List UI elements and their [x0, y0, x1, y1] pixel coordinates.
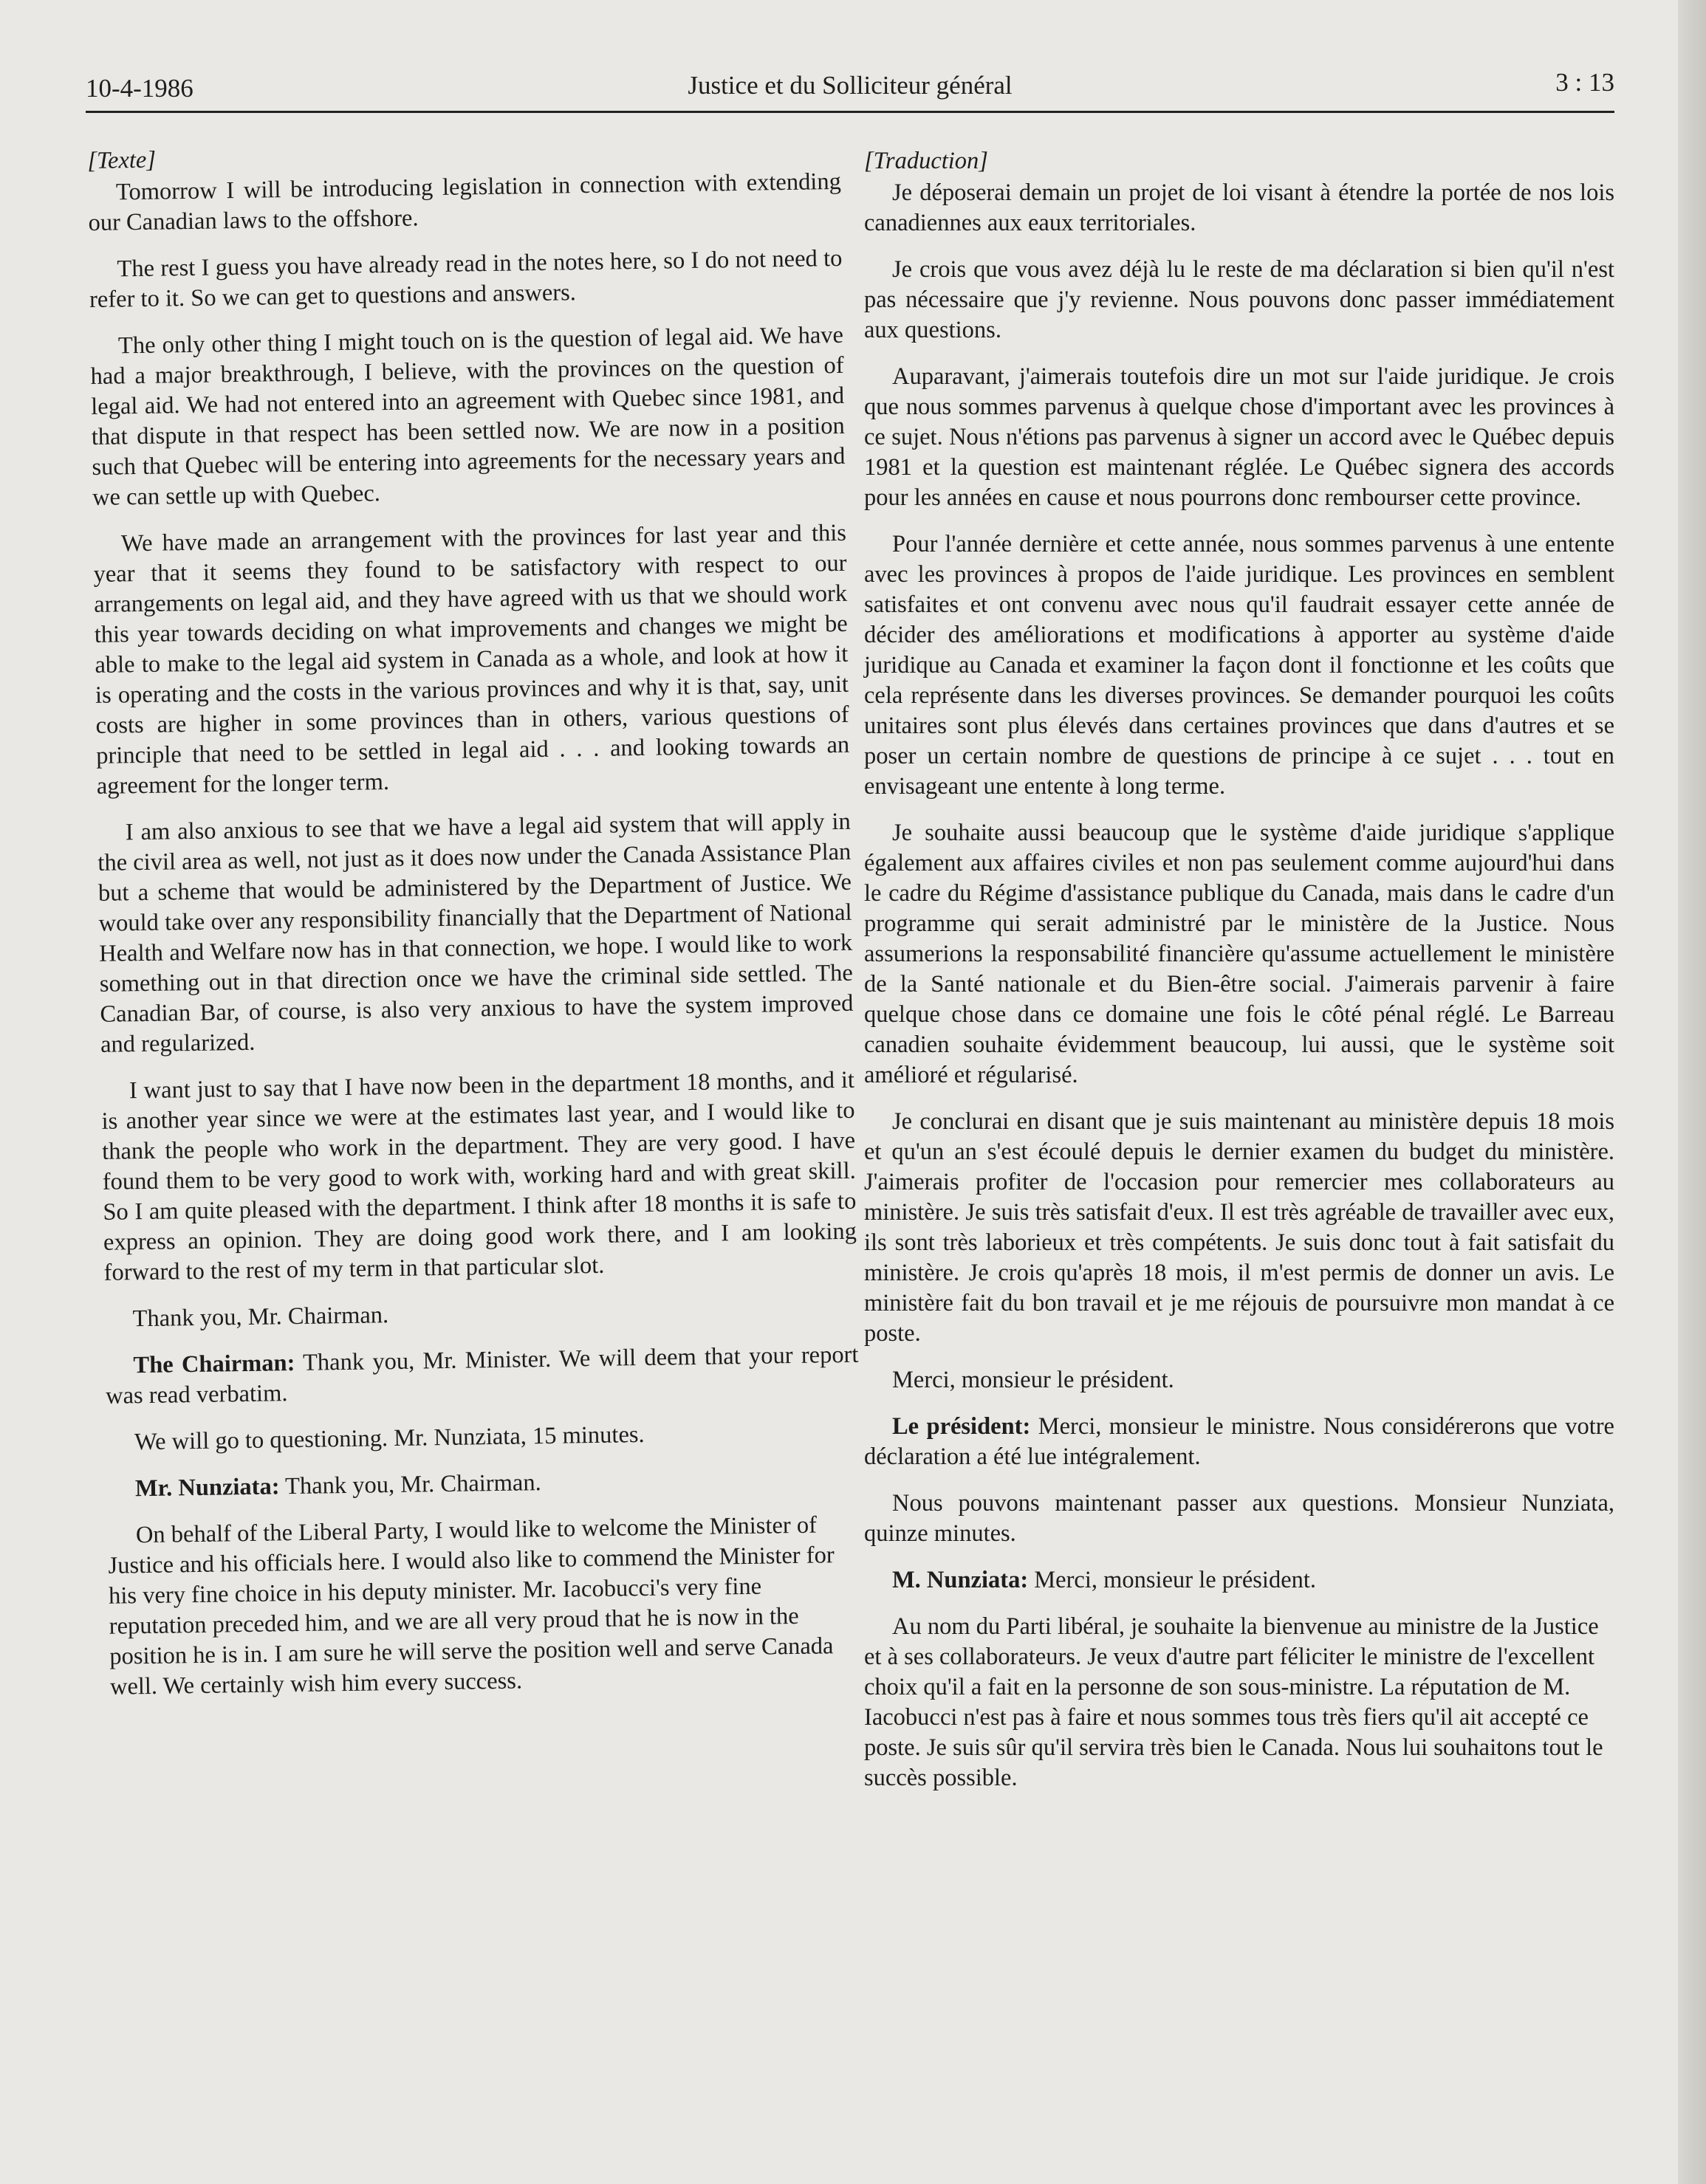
header-title: Justice et du Solliciteur général — [688, 71, 1013, 100]
paragraph: Nous pouvons maintenant passer aux questions. Monsieur Nunziata, quinze minutes. — [864, 1490, 1614, 1547]
speaker-name: The Chairman: — [133, 1350, 295, 1379]
section-tag-text: [Texte] — [87, 146, 157, 174]
paragraph: Je crois que vous avez déjà lu le reste de ma déclaration si bien qu'il n'est pas nécessaire que j'y revienne. Nous pouvons donc passer immédiatement aux questions. — [864, 256, 1614, 343]
french-column — [864, 146, 1614, 1810]
speaker-paragraph — [105, 1340, 859, 1412]
paragraph: Je déposerai demain un projet de loi visant à étendre la portée de nos lois canadiennes aux eaux territoriales. — [864, 179, 1614, 236]
speaker-paragraph — [107, 1463, 860, 1505]
paragraph: The only other thing I might touch on is the question of legal aid. We have had a major breakthrough, I believe, with the provinces on the question of legal aid. We had not entered into an agreement with Quebec since 1981, and that dispute in that respect has been settled now. We are now in a position such that Quebec will be entering into agreements for the necessary years and we can settle up with Quebec. — [90, 321, 846, 511]
header-date: 10-4-1986 — [86, 74, 193, 103]
section-tag-text: [Traduction] — [864, 148, 988, 174]
speaker-text: Merci, monsieur le président. — [1028, 1567, 1317, 1593]
speaker-text: Thank you, Mr. Chairman. — [279, 1469, 541, 1500]
paragraph: I want just to say that I have now been in the department 18 months, and it is another year since we were at the estimates last year, and I would like to thank the people who work in the department. They are very good. I have found them to be very good to work with, working hard and with great skill. So I am quite pleased with the department. I think after 18 months it is safe to express an opinion. They are doing good work there, and I am looking forward to the rest of my term in that particular slot. — [101, 1066, 857, 1286]
speaker-name: Le président: — [892, 1413, 1031, 1440]
paragraph: We have made an arrangement with the provinces for last year and this year that it seems they found to be satisfactory with respect to our arrangements on legal aid, and they have agreed with us that we should work this year towards deciding on what improvements and changes we might be able to make to the legal aid system in Canada as a whole, and look at how it is operating and the costs in the various provinces and why it is that, say, unit costs are higher in some provinces than in others, various questions of principle that need to be settled in legal aid . . . and looking towards an agreement for the longer term. — [93, 519, 850, 800]
paragraph: Je souhaite aussi beaucoup que le système d'aide juridique s'applique également aux affaires civiles et non pas seulement comme aujourd'hui dans le cadre du Régime d'assistance publique du Canada, mais dans le cadre d'un programme qui serait administré par le ministère de la Justice. Nous assumerions la responsabilité financière qu'assume actuellement le ministère de la Santé nationale et du Bien-être social. J'aimerais parvenir à faire quelque chose dans ce domaine une fois le côté pénal réglé. Le Barreau canadien souhaite évidemment beaucoup, lui aussi, que le système soit amélioré et régularisé. — [864, 820, 1614, 1088]
paragraph: Au nom du Parti libéral, je souhaite la bienvenue au ministre de la Justice et à ses collaborateurs. Je veux d'autre part féliciter le ministre de l'excellent choix qu'il a fait en la personne de son sous-ministre. La réputation de M. Iacobucci n'est pas à faire et nous sommes tous très fiers qu'il ait accepté ce poste. Je suis sûr qu'il servira très bien le Canada. Nous lui souhaitons tout le succès possible. — [864, 1613, 1603, 1791]
speaker-text: Merci, monsieur le ministre. Nous considérerons que votre déclaration a été lue intégralement. — [864, 1413, 1614, 1470]
paragraph: Auparavant, j'aimerais toutefois dire un mot sur l'aide juridique. Je crois que nous sommes parvenus à quelque chose d'important avec les provinces à ce sujet. Nous n'étions pas parvenus à signer un accord avec le Québec depuis 1981 et la question est maintenant réglée. Le Québec signera des accords pour les années en cause et nous pourrons donc rembourser cette province. — [864, 363, 1614, 511]
page-header — [86, 68, 1614, 133]
header-rule — [86, 111, 1614, 113]
paragraph: Tomorrow I will be introducing legislation in connection with extending our Canadian laws to the offshore. — [88, 168, 842, 236]
speaker-paragraph — [864, 1412, 1614, 1472]
paragraph: Je conclurai en disant que je suis maintenant au ministère depuis 18 mois et qu'un an s'est écoulé depuis le dernier examen du budget du ministère. J'aimerais profiter de l'occasion pour remercier mes collaborateurs au ministère. Je suis très satisfait d'eux. Il est très agréable de travailler avec eux, ils sont très laborieux et très compétents. Je suis donc tout à fait satisfait du ministère. Je crois qu'après 18 mois, il m'est permis de donner un avis. Le ministère fait du bon travail et je me réjouis de poursuivre mon mandat à ce poste. — [864, 1108, 1614, 1347]
paragraph: The rest I guess you have already read in the notes here, so I do not need to refer to it. So we can get to questions and answers. — [89, 244, 843, 313]
speaker-name: M. Nunziata: — [892, 1567, 1029, 1593]
speaker-text: Thank you, Mr. Minister. We will deem that your report was read verbatim. — [105, 1341, 859, 1409]
speaker-paragraph — [864, 1565, 1614, 1596]
paragraph: On behalf of the Liberal Party, I would like to welcome the Minister of Justice and his officials here. I would also like to commend the Minister for his very fine choice in his deputy minister. Mr. Iacobucci's very fine reputation preceded him, and we are all very proud that he is now in the position he is in. I am sure he will serve the position well and serve Canada well. We certainly wish him every success. — [108, 1511, 835, 1700]
english-column — [87, 135, 863, 1719]
paragraph: Pour l'année dernière et cette année, nous sommes parvenus à une entente avec les provinces à propos de l'aide juridique. Les provinces en semblent satisfaites et ont convenu avec nous qu'il faudrait essayer cette année de décider des améliorations et modifications à apporter au système d'aide juridique au Canada et examiner la façon dont il fonctionne et les coûts que cela représente dans les diverses provinces. Se demander pourquoi les coûts unitaires sont plus élevés dans certaines provinces que dans d'autres et se poser un certain nombre de questions de principe à ce sujet . . . tout en envisageant une entente à long terme. — [864, 531, 1614, 800]
paragraph: Thank you, Mr. Chairman. — [132, 1302, 389, 1333]
section-tag — [864, 146, 1614, 176]
header-page-number: 3 : 13 — [1555, 68, 1614, 97]
paragraph: We will go to questioning. Mr. Nunziata, 15 minutes. — [134, 1421, 645, 1456]
paragraph: I am also anxious to see that we have a legal aid system that will apply in the civil area as well, not just as it does now under the Canada Assistance Plan but a scheme that would be administered by the Department of Justice. We would take over any responsibility financially that the Department of National Health and Welfare now has in that connection, we hope. I would like to work something out in that direction once we have the criminal side settled. The Canadian Bar, of course, is also very anxious to have the system improved and regularized. — [97, 808, 854, 1058]
paragraph: Merci, monsieur le président. — [892, 1367, 1174, 1393]
speaker-name: Mr. Nunziata: — [134, 1473, 280, 1503]
page-edge-shadow — [1678, 0, 1706, 2184]
